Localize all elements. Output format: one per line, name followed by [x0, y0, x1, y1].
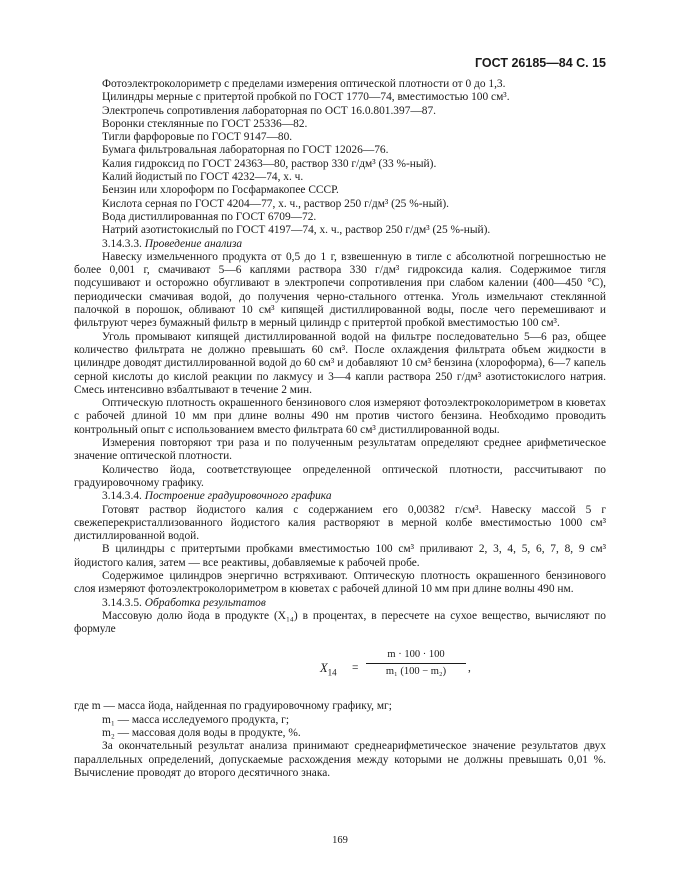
document-body: [74, 78, 606, 780]
paragraph: За окончательный результат анализа принимают среднеарифметическое значение результатов двух параллельных определений, допускаемые расхождения между которыми не должны превышать 0,01 %. Вычисление проводят до второго десятичного знака.: [74, 740, 606, 779]
section-heading: [74, 490, 606, 503]
formula-comma: ,: [468, 662, 471, 675]
formula-subscript: 14: [327, 667, 337, 678]
page-number: 169: [332, 835, 348, 846]
section-heading: [74, 238, 606, 251]
paragraph: Готовят раствор йодистого калия с содержанием его 0,00382 г/см³. Навеску массой 5 г свежеперекристаллизованного йодистого калия растворяют в мерной колбе вместимостью 1000 см³ дистиллированной водой.: [74, 503, 606, 543]
list-item: Цилиндры мерные с притертой пробкой по ГОСТ 1770—74, вместимостью 100 см³.: [102, 91, 510, 104]
paragraph: Оптическую плотность окрашенного бензинового слоя измеряют фотоэлектроколориметром в кюветах с рабочей длиной 10 мм при длине волны 490 нм против чистого бензина. Необходимо проводить контрольный опыт с использованием вместо фильтрата 60 см³ дистиллированной воды.: [74, 397, 606, 436]
list-item: Тигли фарфоровые по ГОСТ 9147—80.: [102, 131, 293, 144]
paragraph: В цилиндры с притертыми пробками вместимостью 100 см³ приливают 2, 3, 4, 5, 6, 7, 8, 9 см³ йодистого калия, затем — все реактивы, добавляемые к рабочей пробе.: [74, 543, 606, 569]
section-title: Построение градуировочного графика: [144, 490, 332, 503]
formula-fraction: [366, 648, 466, 678]
list-item: Кислота серная по ГОСТ 4204—77, х. ч., раствор 250 г/дм³ (25 %-ный).: [102, 197, 449, 210]
section-number: 3.14.3.4.: [102, 490, 142, 503]
list-item: Калия гидроксид по ГОСТ 24363—80, раствор 330 г/дм³ (33 %-ный).: [102, 157, 437, 170]
paragraph: Содержимое цилиндров энергично встряхивают. Оптическую плотность окрашенного бензинового слоя измеряют фотоэлектроколориметром в кюветах с рабочей длиной 10 мм при длине волны 490 нм.: [74, 569, 606, 596]
list-item: Электропечь сопротивления лабораторная по ОСТ 16.0.801.397—87.: [102, 104, 437, 117]
section-heading: [74, 597, 606, 610]
formula-numerator: m · 100 · 100: [366, 648, 466, 663]
variable-definition: где m — масса йода, найденная по градуировочному графику, мг;: [74, 700, 392, 713]
section-title: Проведение анализа: [144, 237, 243, 250]
section-number: 3.14.3.5.: [102, 596, 142, 609]
list-item: Вода дистиллированная по ГОСТ 6709—72.: [102, 210, 317, 223]
paragraph: Массовую долю йода в продукте (X₁₄) в процентах, в пересчете на сухое вещество, вычисляют по формуле: [74, 609, 606, 636]
paragraph: Уголь промывают кипящей дистиллированной водой на фильтре последовательно 5—6 раз, общее количество фильтрата не должно превышать 60 см³. После охлаждения фильтрата объем жидкости в цилиндре доводят дистиллированной водой до 60 см³ и добавляют 10 см³ бензина (хлороформа), 6—7 капель серной кислоты до кислой реакции по лакмусу и 3—4 капли раствора 250 г/дм³ азотистокислого натрия. Смесь интенсивно взбалтывают в течение 2 мин.: [74, 330, 606, 396]
variable-definition: m₂ — массовая доля воды в продукте, %.: [102, 727, 301, 740]
section-title: Обработка результатов: [144, 596, 266, 609]
formula-symbol: X: [320, 661, 328, 676]
list-item: Натрий азотистокислый по ГОСТ 4197—74, х. ч., раствор 250 г/дм³ (25 %-ный).: [102, 224, 491, 237]
list-item: Калий йодистый по ГОСТ 4232—74, х. ч.: [102, 171, 304, 184]
paragraph: Измерения повторяют три раза и по полученным результатам определяют среднее арифметическое значение оптической плотности.: [74, 437, 606, 463]
section-number: 3.14.3.3.: [102, 237, 142, 250]
paragraph: Навеску измельченного продукта от 0,5 до 1 г, взвешенную в тигле с абсолютной погрешностью не более 0,001 г, смачивают 5—6 каплями раствора 330 г/дм³ гидроксида калия. Содержимое тигля подсушивают и осторожно обугливают в электропечи сопротивления при слабом калении (400—450 °С), периодически смачивая водой, до получения черно-стального оттенка. Уголь измельчают стеклянной палочкой в порошок, обливают 10 см³ кипящей дистиллированной воды, после чего перемешивают и фильтруют через бумажный фильтр в мерный цилиндр с притертой пробкой вместимостью 100 см³.: [74, 250, 606, 330]
formula-denominator: m₁ (100 − m₂): [385, 665, 447, 677]
reagent-list: [74, 78, 606, 238]
list-item: Воронки стеклянные по ГОСТ 25336—82.: [102, 117, 308, 130]
formula-equals: =: [352, 662, 359, 675]
list-item: Бумага фильтровальная лабораторная по ГОСТ 12026—76.: [102, 144, 389, 157]
formula-lhs: [320, 662, 337, 680]
formula: [74, 640, 606, 700]
paragraph: Количество йода, соответствующее определенной оптической плотности, рассчитывают по градуировочному графику.: [74, 463, 606, 489]
list-item: Бензин или хлороформ по Госфармакопее СССР.: [102, 184, 339, 197]
list-item: Фотоэлектроколориметр с пределами измерения оптической плотности от 0 до 1,3.: [102, 78, 506, 90]
variable-definition: m₁ — масса исследуемого продукта, г;: [102, 713, 290, 726]
page-header: ГОСТ 26185—84 С. 15: [475, 56, 606, 70]
